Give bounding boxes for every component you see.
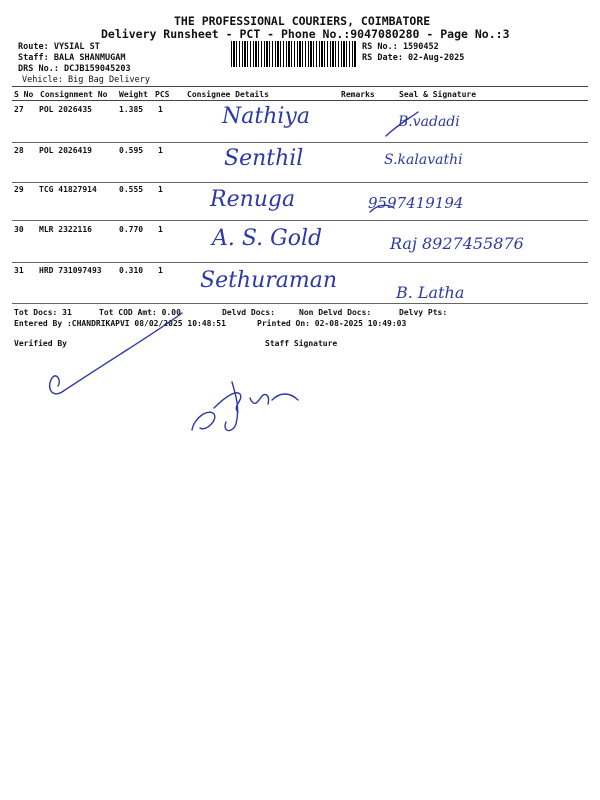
- route-label: Route: VYSIAL ST: [18, 42, 100, 52]
- company-title: THE PROFESSIONAL COURIERS, COIMBATORE: [174, 14, 431, 28]
- row-sno: 29: [14, 185, 24, 194]
- staff-signature-stroke: [192, 382, 298, 431]
- row-pcs: 1: [158, 225, 163, 234]
- seal-stroke: [386, 112, 418, 136]
- seal-signature: B. Latha: [396, 283, 465, 302]
- row-weight: 0.310: [119, 266, 144, 275]
- tot-cod-amt: Tot COD Amt: 0.00: [99, 308, 181, 317]
- staff-signature-label: Staff Signature: [265, 339, 338, 348]
- vehicle-label: Vehicle: Big Bag Delivery: [22, 75, 150, 85]
- row-pcs: 1: [158, 105, 163, 114]
- row-sno: 31: [14, 266, 24, 275]
- verified-by-label: Verified By: [14, 339, 67, 348]
- consignee-signature: Senthil: [224, 146, 304, 171]
- row-pcs: 1: [158, 146, 163, 155]
- row-consignment: POL 2026435: [39, 105, 92, 114]
- row-consignment: HRD 731097493: [39, 266, 102, 275]
- row-consignment: TCG 41827914: [39, 185, 97, 194]
- row-sno: 30: [14, 225, 24, 234]
- consignee-signature: Nathiya: [222, 104, 310, 129]
- col-pcs: PCS: [155, 90, 170, 99]
- tot-docs: Tot Docs: 31: [14, 308, 72, 317]
- col-sno: S No: [14, 90, 34, 99]
- col-consignment: Consignment No: [40, 90, 108, 99]
- consignee-signature: Sethuraman: [200, 268, 338, 293]
- row-weight: 0.595: [119, 146, 144, 155]
- row-sno: 28: [14, 146, 24, 155]
- rs-no-label: RS No.: 1590452: [362, 42, 439, 52]
- delvy-pts: Delvy Pts:: [399, 308, 448, 317]
- col-seal: Seal & Signature: [399, 90, 477, 99]
- row-weight: 1.385: [119, 105, 144, 114]
- col-consignee: Consignee Details: [187, 90, 269, 99]
- delvd-docs: Delvd Docs:: [222, 308, 275, 317]
- seal-signature: Raj 8927455876: [390, 234, 524, 253]
- drs-label: DRS No.: DCJB159045203: [18, 64, 131, 74]
- runsheet-subtitle: Delivery Runsheet - PCT - Phone No.:9047080280 - Page No.:3: [101, 27, 510, 41]
- row-consignment: MLR 2322116: [39, 225, 92, 234]
- seal-signature: S.kalavathi: [384, 152, 463, 168]
- col-weight: Weight: [119, 90, 148, 99]
- printed-on: Printed On: 02-08-2025 10:49:03: [257, 319, 407, 328]
- row-sno: 27: [14, 105, 24, 114]
- col-remarks: Remarks: [341, 90, 375, 99]
- row-consignment: POL 2026419: [39, 146, 92, 155]
- row-weight: 0.770: [119, 225, 144, 234]
- consignee-signature: Renuga: [210, 187, 296, 212]
- staff-label: Staff: BALA SHANMUGAM: [18, 53, 126, 63]
- entered-by: Entered By :CHANDRIKAPVI 08/02/2025 10:48:51: [14, 319, 226, 328]
- verified-by-signature-stroke: [50, 313, 182, 394]
- row-pcs: 1: [158, 185, 163, 194]
- consignee-signature: A. S. Gold: [212, 226, 323, 251]
- seal-signature: 9597419194: [368, 194, 464, 212]
- seal-signature: B.vadadi: [398, 114, 460, 130]
- row-pcs: 1: [158, 266, 163, 275]
- row-weight: 0.555: [119, 185, 144, 194]
- seal-stroke: [370, 205, 394, 212]
- non-delvd-docs: Non Delvd Docs:: [299, 308, 372, 317]
- rs-date-label: RS Date: 02-Aug-2025: [362, 53, 465, 63]
